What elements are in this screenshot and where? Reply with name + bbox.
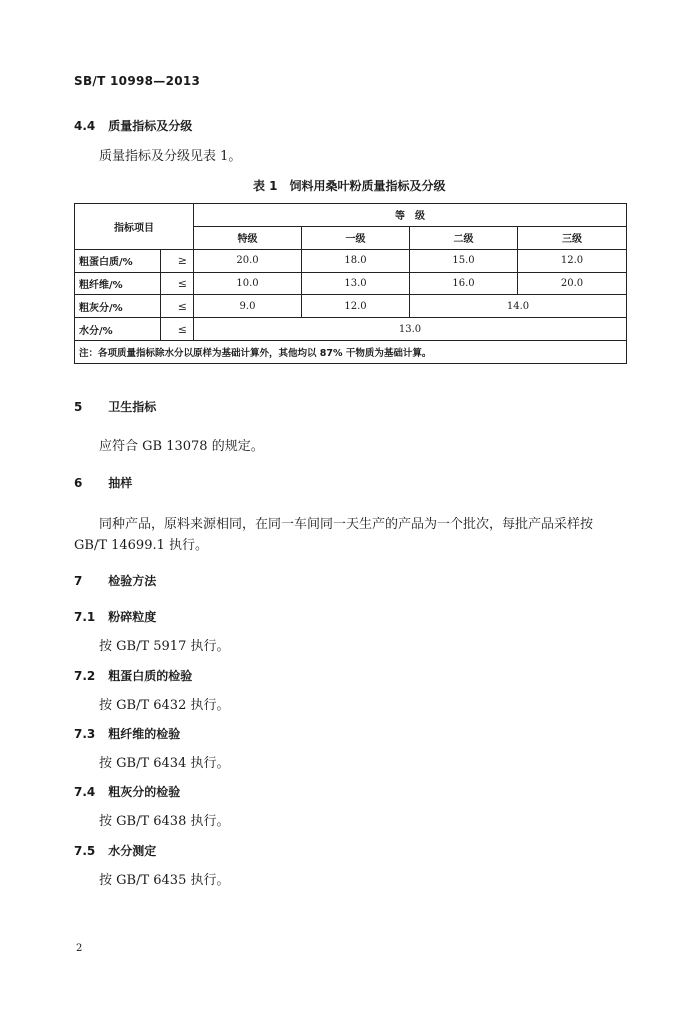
section-title: 检验方法 — [108, 574, 157, 588]
grade-first: 一级 — [302, 226, 410, 249]
row-relation: ≤ — [161, 295, 194, 318]
row-name: 粗灰分/% — [75, 295, 161, 318]
standard-code-header: SB/T 10998—2013 — [74, 74, 201, 88]
cell-value: 13.0 — [302, 272, 410, 295]
table-row — [75, 318, 627, 341]
section-7-5-heading — [74, 842, 156, 859]
section-7-heading — [74, 572, 156, 589]
cell-value: 14.0 — [410, 295, 627, 318]
section-7-2-heading — [74, 667, 192, 684]
section-7-3-text: 按 GB/T 6434 执行。 — [99, 756, 230, 771]
row-relation: ≥ — [161, 249, 194, 272]
row-relation: ≤ — [161, 272, 194, 295]
cell-value: 20.0 — [194, 249, 302, 272]
section-7-1-text: 按 GB/T 5917 执行。 — [99, 639, 230, 654]
section-title: 质量指标及分级 — [108, 119, 193, 133]
cell-value: 18.0 — [302, 249, 410, 272]
section-7-3-heading — [74, 725, 180, 742]
table-note-row — [75, 341, 627, 364]
section-5-heading — [74, 398, 156, 415]
header-item: 指标项目 — [75, 204, 194, 250]
header-grade: 等 级 — [194, 204, 627, 227]
section-number: 4.4 — [74, 119, 96, 133]
section-number: 7.2 — [74, 669, 96, 683]
cell-value: 12.0 — [518, 249, 627, 272]
section-number: 6 — [74, 476, 83, 490]
cell-value: 12.0 — [302, 295, 410, 318]
section-title: 粗灰分的检验 — [108, 785, 181, 799]
section-number: 7 — [74, 574, 83, 588]
table-header-row — [75, 204, 627, 227]
section-title: 粗蛋白质的检验 — [108, 669, 193, 683]
section-title: 抽样 — [108, 476, 133, 490]
cell-value: 10.0 — [194, 272, 302, 295]
section-title: 粉碎粒度 — [108, 610, 157, 624]
section-7-5-text: 按 GB/T 6435 执行。 — [99, 873, 230, 888]
section-6-text-line1: 同种产品，原料来源相同，在同一车间同一天生产的产品为一个批次，每批产品采样按 — [99, 517, 594, 532]
table-row — [75, 295, 627, 318]
section-7-2-text: 按 GB/T 6432 执行。 — [99, 698, 230, 713]
table-row — [75, 272, 627, 295]
cell-value: 15.0 — [410, 249, 518, 272]
quality-index-table — [74, 203, 627, 364]
grade-special: 特级 — [194, 226, 302, 249]
section-title: 水分测定 — [108, 844, 157, 858]
grade-third: 三级 — [518, 226, 627, 249]
section-5-text: 应符合 GB 13078 的规定。 — [99, 439, 264, 454]
cell-value: 13.0 — [194, 318, 627, 341]
table-caption: 表 1 饲料用桑叶粉质量指标及分级 — [253, 179, 446, 193]
row-name: 粗蛋白质/% — [75, 249, 161, 272]
section-number: 7.3 — [74, 727, 96, 741]
section-title: 卫生指标 — [108, 400, 157, 414]
section-7-4-text: 按 GB/T 6438 执行。 — [99, 814, 230, 829]
section-number: 7.4 — [74, 785, 96, 799]
grade-second: 二级 — [410, 226, 518, 249]
section-number: 7.1 — [74, 610, 96, 624]
section-title: 粗纤维的检验 — [108, 727, 181, 741]
section-7-1-heading — [74, 608, 156, 625]
row-relation: ≤ — [161, 318, 194, 341]
cell-value: 16.0 — [410, 272, 518, 295]
section-number: 5 — [74, 400, 83, 414]
row-name: 粗纤维/% — [75, 272, 161, 295]
cell-value: 20.0 — [518, 272, 627, 295]
row-name: 水分/% — [75, 318, 161, 341]
section-6-heading — [74, 474, 132, 491]
table-note: 注：各项质量指标除水分以原样为基础计算外，其他均以 87% 干物质为基础计算。 — [75, 341, 627, 364]
section-4-4-heading — [74, 117, 192, 134]
section-7-4-heading — [74, 783, 180, 800]
section-6-text-line2: GB/T 14699.1 执行。 — [74, 538, 209, 553]
section-number: 7.5 — [74, 844, 96, 858]
cell-value: 9.0 — [194, 295, 302, 318]
table-row — [75, 249, 627, 272]
section-4-4-text: 质量指标及分级见表 1。 — [99, 149, 242, 164]
page-number: 2 — [76, 943, 83, 954]
